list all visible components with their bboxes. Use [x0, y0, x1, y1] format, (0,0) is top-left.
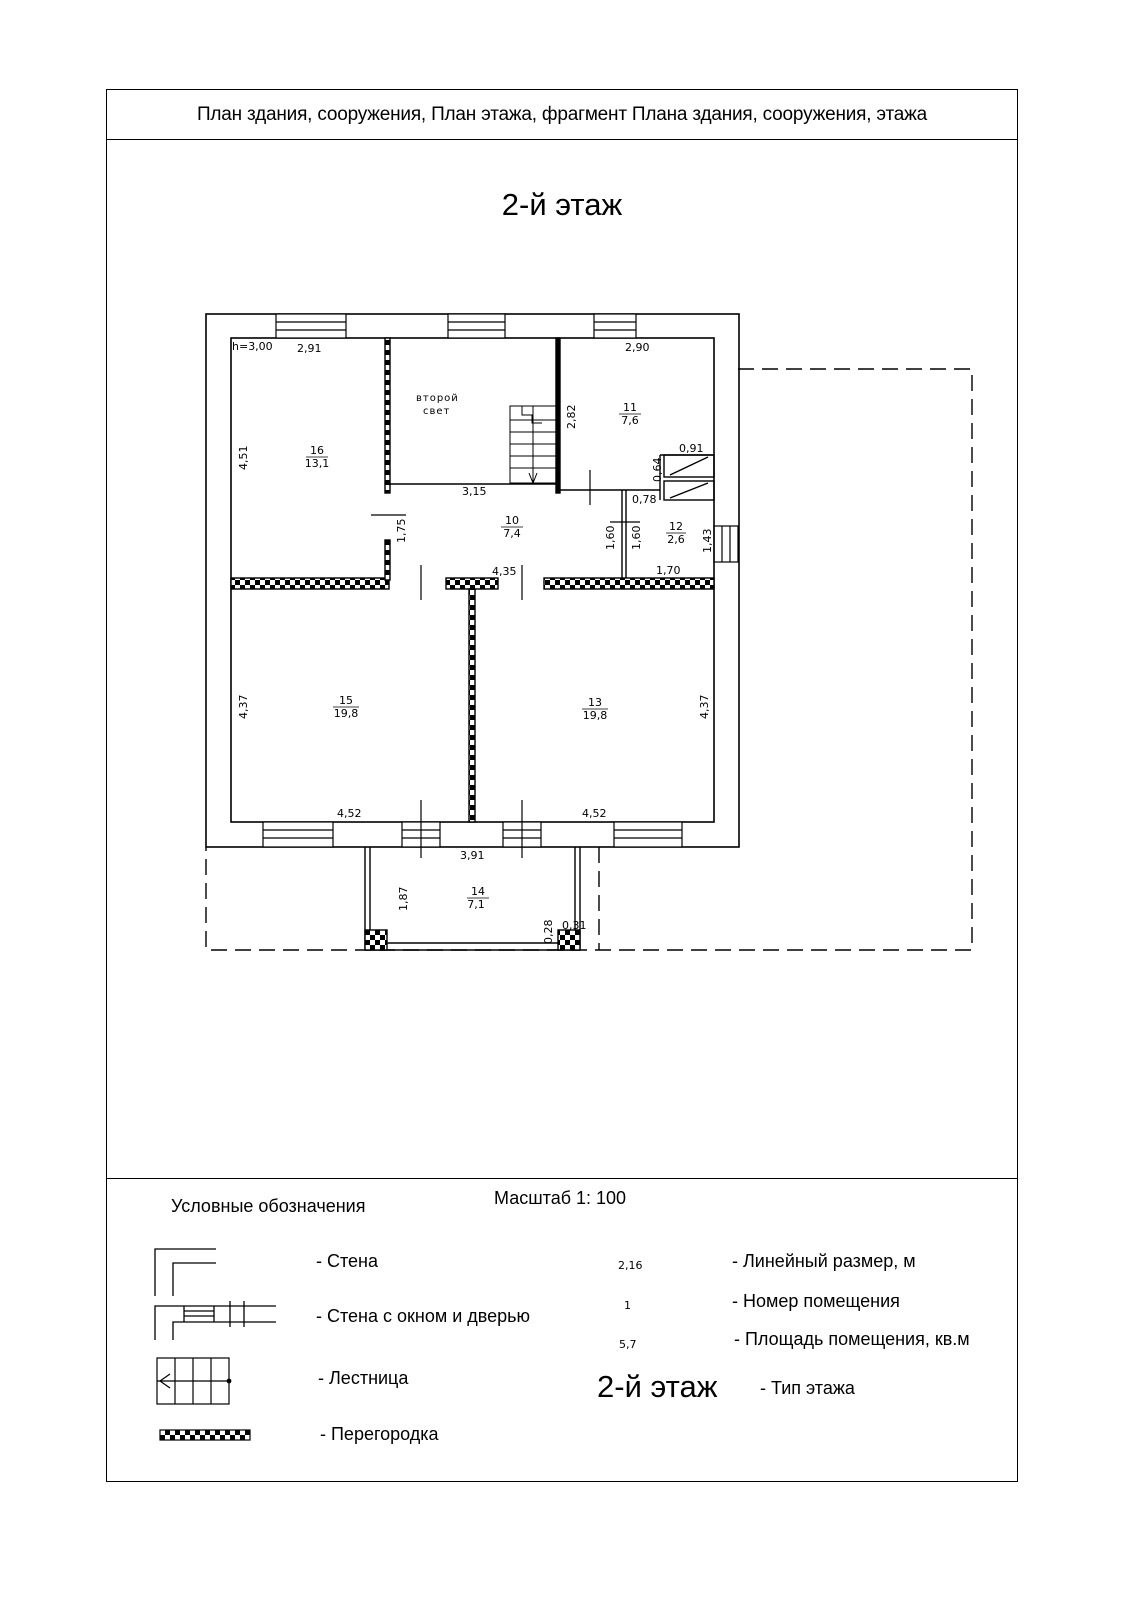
- partition-h-left: [231, 578, 389, 589]
- room-number: 12: [669, 520, 683, 533]
- legend-sample-room-number: 1: [624, 1299, 631, 1312]
- staircase: [510, 406, 556, 483]
- dim-label: 1,75: [395, 518, 408, 543]
- closet: [664, 455, 714, 500]
- dim-label: 4,52: [337, 807, 362, 820]
- room-area: 2,6: [667, 533, 685, 546]
- dim-label: 0,78: [632, 493, 657, 506]
- dim-label: 1,60: [630, 525, 643, 550]
- ceiling-height: h=3,00: [232, 340, 273, 353]
- partition-h-right: [544, 578, 714, 589]
- legend-stair-label: - Лестница: [318, 1368, 409, 1388]
- legend-stair-symbol: [157, 1358, 231, 1404]
- dim-label: 1,43: [701, 528, 714, 553]
- dim-label: 3,91: [460, 849, 485, 862]
- legend-sample-dimension: 2,16: [618, 1259, 643, 1272]
- legend-partition-label: - Перегородка: [320, 1424, 439, 1444]
- legend-wall-window-symbol: [155, 1301, 276, 1340]
- windows-bottom: [263, 822, 682, 847]
- dim-label: 4,37: [698, 694, 711, 719]
- legend-partition-symbol: [160, 1430, 250, 1440]
- dim-label: 1,60: [604, 525, 617, 550]
- room-number: 16: [310, 444, 324, 457]
- legend-title: Условные обозначения: [171, 1196, 366, 1216]
- dim-label: 4,51: [237, 445, 250, 470]
- exterior-steps: [714, 526, 738, 562]
- partition-v-top: [385, 338, 390, 493]
- dim-label: 1,70: [656, 564, 681, 577]
- dim-label: 4,52: [582, 807, 607, 820]
- scale-label: Масштаб 1: 100: [494, 1188, 627, 1208]
- room-area: 13,1: [304, 457, 330, 470]
- room-area: 19,8: [333, 707, 359, 720]
- partition-h-mid: [446, 578, 498, 589]
- dim-label: 0,64: [651, 457, 664, 482]
- legend-area-desc: - Площадь помещения, кв.м: [734, 1329, 970, 1349]
- partitions: [231, 338, 714, 822]
- room-number: 13: [588, 696, 602, 709]
- room-number: 15: [339, 694, 353, 707]
- room-number: 10: [505, 514, 519, 527]
- room-outlines: [390, 338, 714, 578]
- windows-top: [276, 314, 636, 338]
- partition-v-low: [385, 540, 390, 580]
- legend-wall-symbol: [155, 1249, 216, 1296]
- stair-label-1: второй: [416, 393, 459, 404]
- legend-sample-floor: 2-й этаж: [597, 1369, 718, 1404]
- dim-label: 2,90: [625, 341, 650, 354]
- dim-label: 0,31: [562, 919, 587, 932]
- floor-title: 2-й этаж: [501, 187, 623, 222]
- dim-label: 2,91: [297, 342, 322, 355]
- dim-label: 1,87: [397, 886, 410, 911]
- legend-dimension-desc: - Линейный размер, м: [732, 1251, 916, 1271]
- room-number: 11: [623, 401, 637, 414]
- stair-label-2: свет: [423, 406, 451, 417]
- legend-sample-area: 5,7: [619, 1338, 637, 1351]
- dim-label: 3,15: [462, 485, 487, 498]
- legend-room-number-desc: - Номер помещения: [732, 1291, 900, 1311]
- dim-label: 4,35: [492, 565, 517, 578]
- room-area: 7,6: [621, 414, 639, 427]
- sheet-header: План здания, сооружения, План этажа, фрагмент Плана здания, сооружения, этажа: [107, 90, 1017, 140]
- room-area: 7,4: [503, 527, 521, 540]
- room-number: 14: [471, 885, 485, 898]
- dim-label: 0,28: [542, 919, 555, 944]
- dim-label: 0,91: [679, 442, 704, 455]
- room-area: 7,1: [467, 898, 485, 911]
- room-area: 19,8: [582, 709, 608, 722]
- legend-floor-type-desc: - Тип этажа: [760, 1378, 855, 1398]
- dim-label: 2,82: [565, 404, 578, 429]
- partition-v-center: [469, 589, 475, 822]
- legend-wall-label: - Стена: [316, 1251, 378, 1271]
- dim-label: 4,37: [237, 694, 250, 719]
- legend-wall-window-label: - Стена с окном и дверью: [316, 1306, 531, 1326]
